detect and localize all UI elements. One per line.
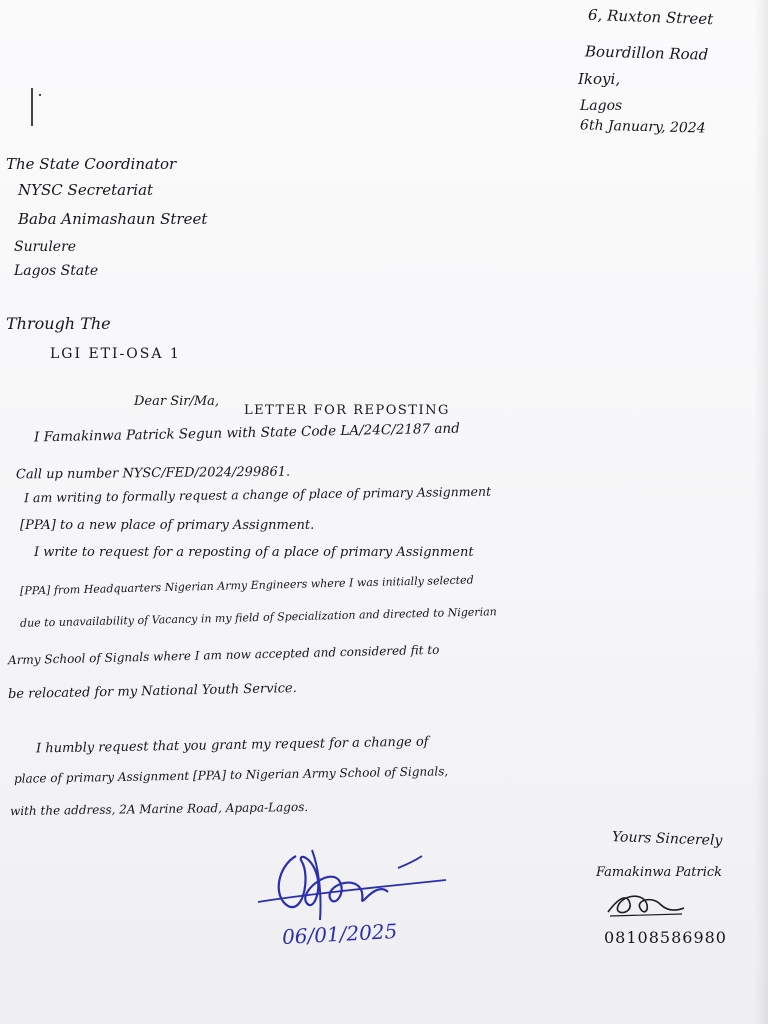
body-line-6: [PPA] from Headquarters Nigerian Army Engineers where I was initially selected: [19, 573, 474, 598]
body-line-5: I write to request for a reposting of a place of primary Assignment: [34, 545, 474, 560]
body-line-8: Army School of Signals where I am now accepted and considered fit to: [7, 642, 440, 668]
body-line-9: be relocated for my National Youth Service.: [7, 680, 297, 703]
letter-date: 6th January, 2024: [579, 117, 706, 137]
body-line-11: place of primary Assignment [PPA] to Nigerian Army School of Signals,: [13, 764, 449, 786]
closing: Yours Sincerely: [611, 829, 723, 849]
signer-signature: [600, 886, 690, 926]
sender-address-line-1: 6, Ruxton Street: [587, 5, 714, 29]
sender-address-line-3: Ikoyi,: [578, 70, 621, 88]
salutation: Dear Sir/Ma,: [134, 394, 220, 409]
body-line-3: I am writing to formally request a change of place of primary Assignment: [23, 483, 492, 506]
signer-name: Famakinwa Patrick: [596, 865, 723, 880]
recipient-line-4: Surulere: [14, 239, 77, 255]
sender-address-line-2: Bourdillon Road: [584, 42, 709, 64]
recipient-line-3: Baba Animashaun Street: [18, 210, 208, 228]
body-line-7: due to unavailability of Vacancy in my field of Specialization and directed to Nigerian: [19, 605, 497, 630]
approval-date: 06/01/2025: [281, 918, 398, 950]
recipient-line-2: NYSC Secretariat: [18, 181, 154, 199]
body-line-10: I humbly request that you grant my request for a change of: [35, 734, 429, 757]
pen-dot: [39, 94, 41, 96]
through-line-2: LGI ETI-OSA 1: [50, 346, 181, 362]
body-line-1: I Famakinwa Patrick Segun with State Code LA/24C/2187 and: [33, 420, 460, 446]
phone-number: 08108586980: [604, 928, 727, 947]
body-line-4: [PPA] to a new place of primary Assignment.: [20, 518, 315, 533]
letter-subject: LETTER FOR REPOSTING: [244, 403, 450, 418]
recipient-line-5: Lagos State: [14, 263, 99, 279]
body-line-2: Call up number NYSC/FED/2024/299861.: [15, 464, 291, 483]
sender-address-line-4: Lagos: [580, 98, 623, 114]
body-line-12: with the address, 2A Marine Road, Apapa-Lagos.: [9, 799, 309, 819]
pen-mark: [31, 88, 33, 126]
through-line-1: Through The: [6, 314, 111, 333]
recipient-line-1: The State Coordinator: [6, 155, 177, 173]
